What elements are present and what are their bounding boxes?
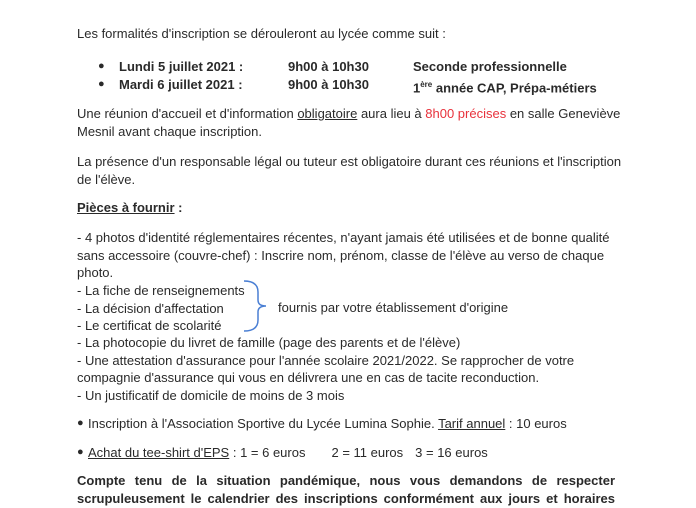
schedule-class: Seconde professionnelle bbox=[413, 59, 567, 74]
schedule-time: 9h00 à 10h30 bbox=[288, 77, 369, 92]
list-item: - Une attestation d'assurance pour l'année scolaire 2021/2022. Se rapprocher de votre bbox=[77, 353, 575, 368]
bullet-icon: ● bbox=[98, 78, 105, 90]
presence-text-2: de l'élève. bbox=[77, 172, 136, 187]
pieces-heading: Pièces à fournir : bbox=[77, 200, 183, 215]
list-item: - La fiche de renseignements bbox=[77, 283, 245, 298]
list-item: - Un justificatif de domicile de moins de 3 mois bbox=[77, 388, 345, 403]
association-text: Inscription à l'Association Sportive du Lycée Lumina Sophie. Tarif annuel : 10 euros bbox=[88, 416, 567, 431]
brace-icon bbox=[240, 278, 272, 334]
meeting-text-2: Mesnil avant chaque inscription. bbox=[77, 124, 262, 139]
schedule-day: Lundi 5 juillet 2021 : bbox=[119, 59, 244, 74]
schedule-day: Mardi 6 juillet 2021 : bbox=[119, 77, 243, 92]
schedule-time: 9h00 à 10h30 bbox=[288, 59, 369, 74]
meeting-text: Une réunion d'accueil et d'information obligatoire aura lieu à 8h00 précises en salle Geneviève bbox=[77, 106, 621, 121]
bullet-icon: ● bbox=[77, 446, 84, 458]
list-item: - La décision d'affectation bbox=[77, 301, 224, 316]
closing-text: Compte tenu de la situation pandémique, nous vous demandons de respecter scrupuleusement le calendrier des inscriptions conformément aux jours et horaires bbox=[77, 473, 615, 506]
list-item: - 4 photos d'identité réglementaires récentes, n'ayant jamais été utilisées et de bonne qualité bbox=[77, 230, 610, 245]
presence-text: La présence d'un responsable légal ou tuteur est obligatoire durant ces réunions et l'inscription bbox=[77, 154, 622, 169]
intro-text: Les formalités d'inscription se dérouleront au lycée comme suit : bbox=[77, 26, 446, 41]
schedule-class: 1ère année CAP, Prépa-métiers bbox=[413, 80, 597, 96]
bullet-icon: ● bbox=[98, 60, 105, 72]
list-item: compagnie d'assurance qui vous en délivrera une en cas de tacite reconduction. bbox=[77, 370, 540, 385]
list-item: sans accessoire (couvre-chef) : Inscrire nom, prénom, classe de l'élève au verso de chaque bbox=[77, 248, 605, 263]
list-item: - La photocopie du livret de famille (page des parents et de l'élève) bbox=[77, 335, 461, 350]
teeshirt-text: Achat du tee-shirt d'EPS : 1 = 6 euros 2 = 11 euros 3 = 16 euros bbox=[88, 445, 488, 460]
list-item: - Le certificat de scolarité bbox=[77, 318, 222, 333]
bullet-icon: ● bbox=[77, 417, 84, 429]
list-item: photo. bbox=[77, 265, 114, 280]
brace-note: fournis par votre établissement d'origine bbox=[278, 300, 509, 315]
